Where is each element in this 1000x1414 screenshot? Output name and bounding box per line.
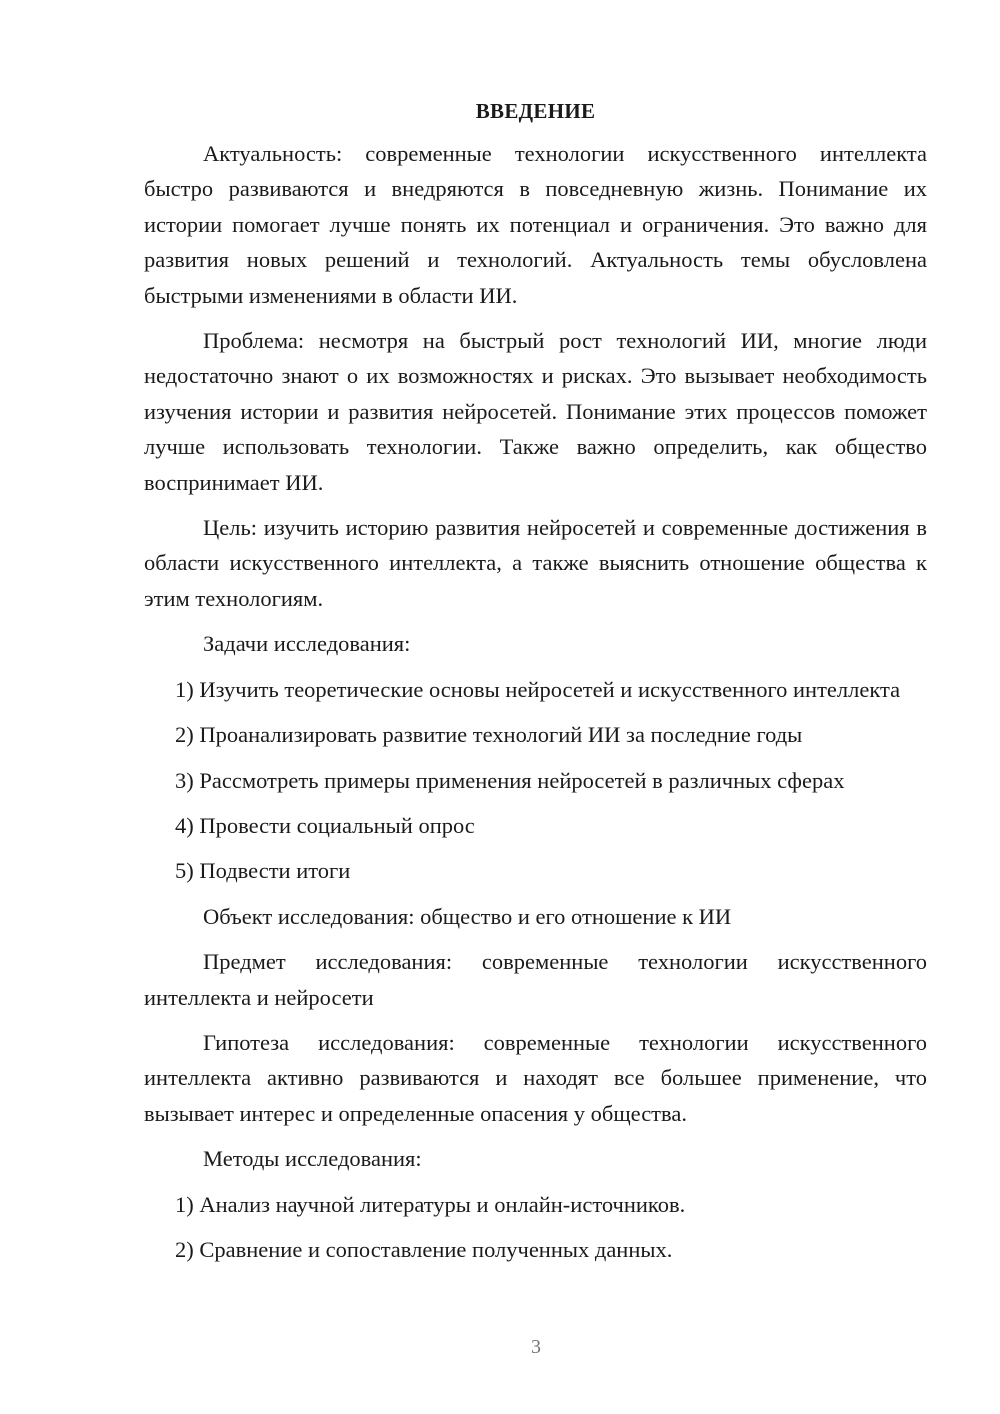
methods-title: Методы исследования: xyxy=(203,1146,422,1172)
tasks-title: Задачи исследования: xyxy=(203,631,411,657)
subject-paragraph: Предмет исследования: современные технологии искусственного интеллекта и нейросети xyxy=(144,949,927,1010)
task-item-4: 4) Провести социальный опрос xyxy=(175,812,475,838)
page-content xyxy=(144,96,927,1267)
hypothesis-paragraph: Гипотеза исследования: современные технологии искусственного интеллекта активно развиваются и находят все большее применение, что вызывает интерес и определенные опасения у общества. xyxy=(144,1029,927,1126)
goal-paragraph: Цель: изучить историю развития нейросетей и современные достижения в области искусственного интеллекта, а также выяснить отношение общества к этим технологиям. xyxy=(144,515,927,611)
page-number: 3 xyxy=(531,1336,541,1358)
method-item-2: 2) Сравнение и сопоставление полученных данных. xyxy=(175,1236,673,1262)
section-heading: ВВЕДЕНИЕ xyxy=(475,99,596,123)
relevance-paragraph: Актуальность: современные технологии искусственного интеллекта быстро развиваются и внедряются в повседневную жизнь. Понимание их истории помогает лучше понять их потенциал и ограничения. Это важно для развития новых решений и технологий. Актуальность темы обусловлена быстрыми изменениями в области ИИ. xyxy=(144,141,927,308)
task-item-3: 3) Рассмотреть примеры применения нейросетей в различных сферах xyxy=(175,767,845,793)
task-item-1: 1) Изучить теоретические основы нейросетей и искусственного интеллекта xyxy=(175,676,901,702)
task-item-2: 2) Проанализировать развитие технологий ИИ за последние годы xyxy=(175,722,803,748)
method-item-1: 1) Анализ научной литературы и онлайн-источников. xyxy=(175,1191,686,1217)
problem-paragraph: Проблема: несмотря на быстрый рост технологий ИИ, многие люди недостаточно знают о их возможностях и рисках. Это вызывает необходимость изучения истории и развития нейросетей. Понимание этих процессов поможет лучше использовать технологии. Также важно определить, как общество воспринимает ИИ. xyxy=(144,328,927,495)
object-paragraph: Объект исследования: общество и его отношение к ИИ xyxy=(203,903,732,929)
task-item-5: 5) Подвести итоги xyxy=(175,858,351,884)
